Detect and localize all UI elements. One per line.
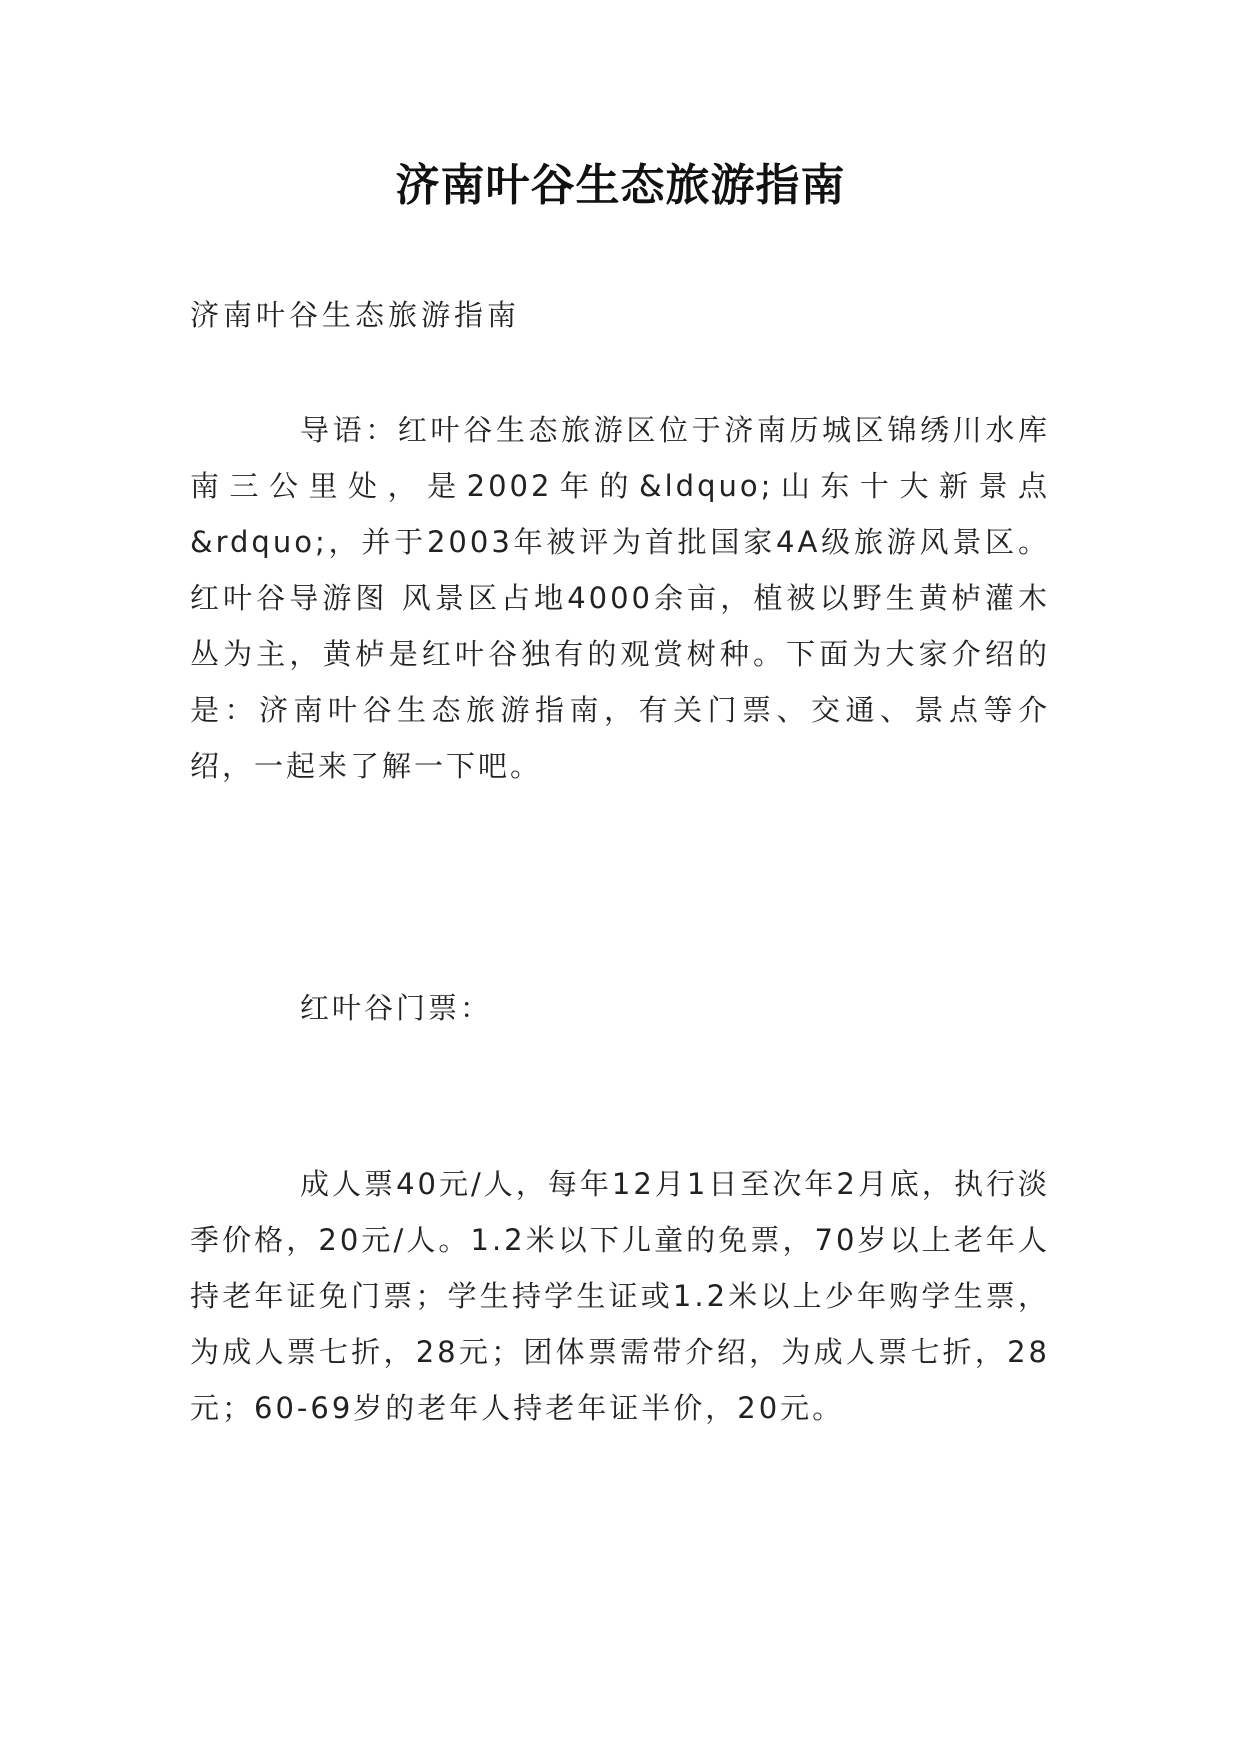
document-subtitle: 济南叶谷生态旅游指南	[190, 298, 521, 332]
intro-paragraph: 导语：红叶谷生态旅游区位于济南历城区锦绣川水库南三公里处，是2002年的&ldquo;山东十大新景点&rdquo;，并于2003年被评为首批国家4A级旅游风景区。红叶谷导游图 风景区占地4000余亩，植被以野生黄栌灌木丛为主，黄栌是红叶谷独有的观赏树种。下面为大家介绍的是：济南叶谷生态旅游指南，有关门票、交通、景点等介绍，一起来了解一下吧。	[190, 413, 1050, 783]
ticket-info-paragraph: 成人票40元/人，每年12月1日至次年2月底，执行淡季价格，20元/人。1.2米以下儿童的免票，70岁以上老年人持老年证免门票；学生持学生证或1.2米以上少年购学生票，为成人票七折，28元；团体票需带介绍，为成人票七折，28元；60-69岁的老年人持老年证半价，20元。	[190, 1167, 1050, 1425]
ticket-section-heading: 红叶谷门票：	[300, 991, 493, 1025]
document-title: 济南叶谷生态旅游指南	[395, 160, 846, 211]
